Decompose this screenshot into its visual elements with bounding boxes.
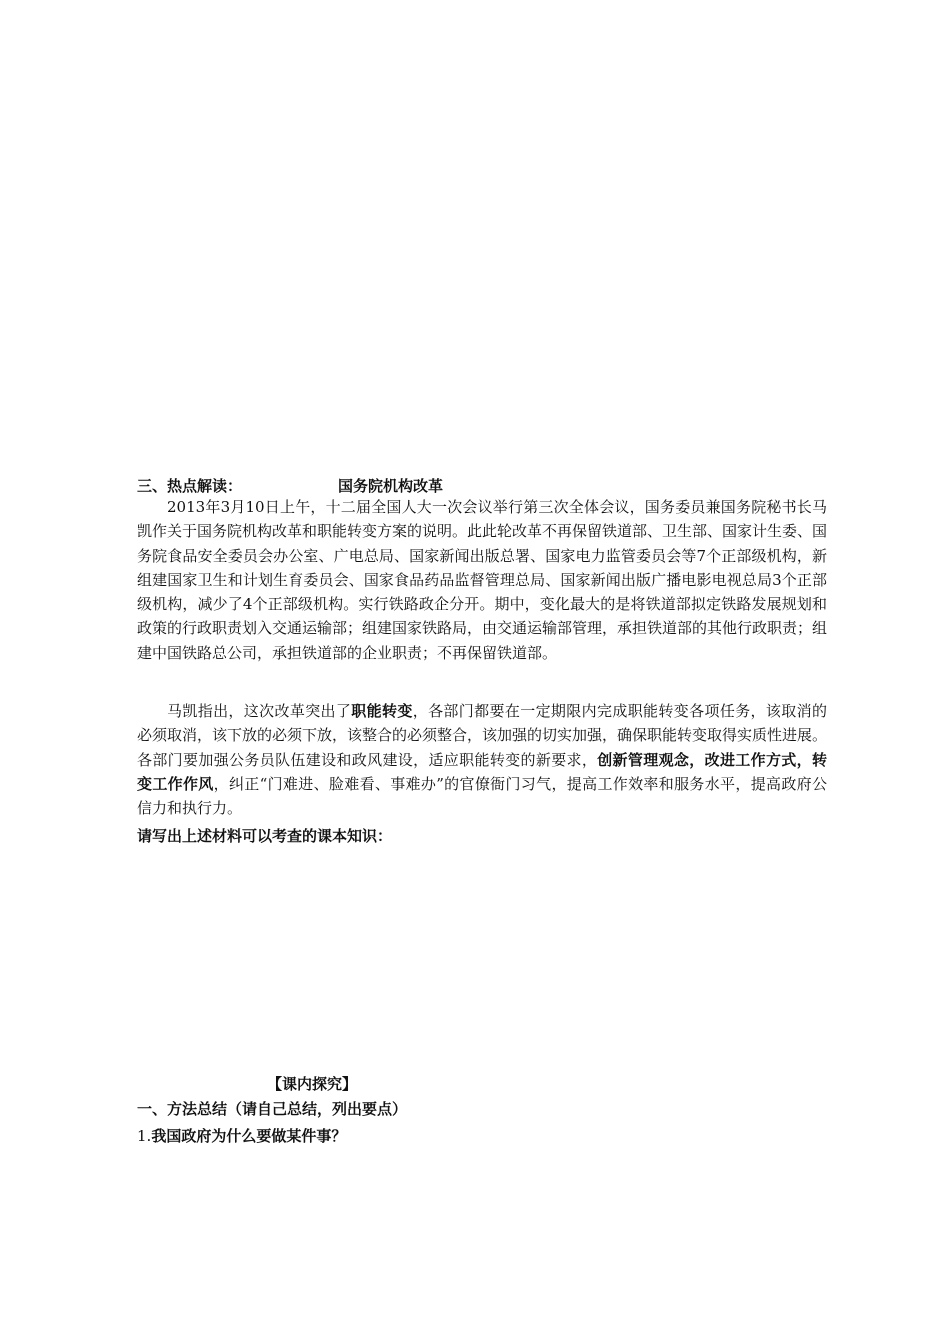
question-1-text: 我国政府为什么要做某件事？ <box>151 1127 347 1145</box>
method-summary-heading: 一、方法总结（请自己总结，列出要点） <box>137 1100 408 1118</box>
question-1-number: 1. <box>137 1127 152 1145</box>
knowledge-prompt: 请写出上述材料可以考查的课本知识： <box>137 827 393 845</box>
para2-text-1: 马凯指出，这次改革突出了 <box>167 702 352 720</box>
paragraph-reform-overview: 2013年3月10日上午，十二届全国人大一次会议举行第三次全体会议，国务委员兼国务院秘书长马凯作关于国务院机构改革和职能转变方案的说明。此此轮改革不再保留铁道部、卫生部、国家计生委、国务院食品安全委员会办公室、广电总局、国家新闻出版总署、国家电力监管委员会等7个正部级机构，新组建国家卫生和计划生育委员会、国家食品药品监督管理总局、国家新闻出版广播电影电视总局3个正部级机构，减少了4个正部级机构。实行铁路政企分开。期中，变化最大的是将铁道部拟定铁路发展规划和政策的行政职责划入交通运输部；组建国家铁路局，由交通运输部管理，承担铁道部的其他行政职责；组建中国铁路总公司，承担铁道部的企业职责；不再保留铁道部。 <box>137 498 828 662</box>
section-3-label: 三、热点解读： <box>137 477 243 495</box>
para2-text-2: ，各部门都要在一定期限内完成职能转变各项任务，该取消的必须取消，该下放的必须下放，该整合的必须整合，该加强的切实加强，确保职能转变取得实质性进展。各部门要加强公务员队伍建设和政风建设，适应职能转变的新要求， <box>137 702 828 769</box>
inclass-inquiry-heading: 【课内探究】 <box>267 1075 358 1093</box>
paragraph-ma-kai-remarks <box>137 699 827 820</box>
para2-text-3: ，纠正“门难进、脸难看、事难办”的官僚衙门习气，提高工作效率和服务水平，提高政府公信力和执行力。 <box>137 774 827 818</box>
para2-bold-2: 创新管理观念，改进工作方式，转变工作作风 <box>137 750 827 793</box>
para2-bold-1: 职能转变 <box>351 702 413 720</box>
question-1 <box>137 1124 827 1148</box>
section-3-topic: 国务院机构改革 <box>338 477 444 495</box>
